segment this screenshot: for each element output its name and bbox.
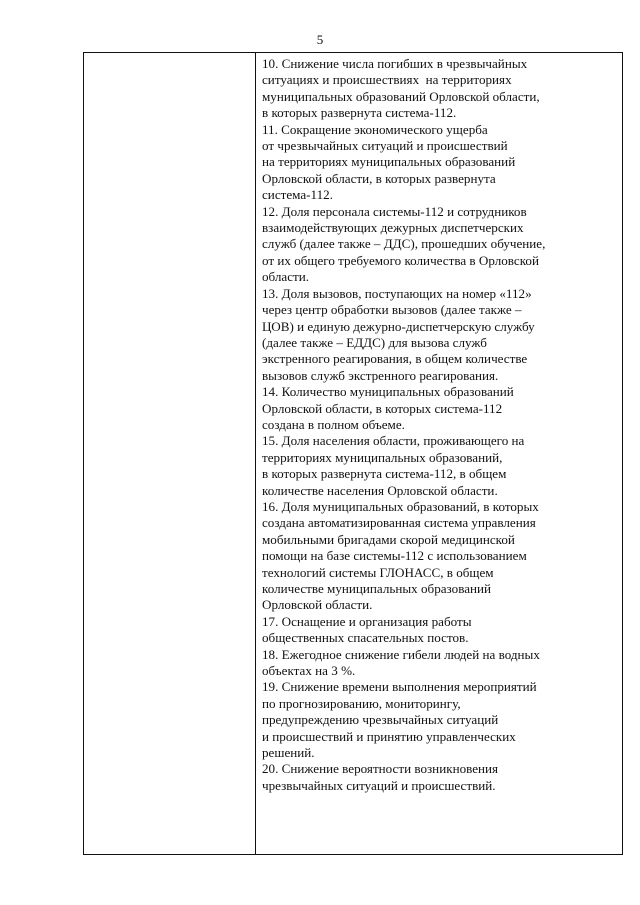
indicator-text-line: мобильными бригадами скорой медицинской [262, 531, 515, 547]
indicator-text-line: взаимодействующих дежурных диспетчерских [262, 220, 524, 236]
indicator-text-line: на территориях муниципальных образований [262, 154, 516, 170]
indicator-text-line: 20. Снижение вероятности возникновения [262, 761, 499, 777]
indicator-text-line: Орловской области, в которых развернута [262, 170, 496, 186]
indicator-text-line: создана в полном объеме. [262, 416, 405, 432]
indicator-text-line: в которых развернута система-112. [262, 105, 457, 121]
indicator-text-line: количестве населения Орловской области. [262, 482, 498, 498]
indicator-item [262, 204, 620, 286]
indicator-text-line: по прогнозированию, мониторингу, [262, 695, 461, 711]
indicator-text-line: чрезвычайных ситуаций и происшествий. [262, 777, 496, 793]
indicator-text-line: области. [262, 269, 310, 285]
indicator-text-line: 16. Доля муниципальных образований, в которых [262, 498, 539, 514]
indicator-text-line: от их общего требуемого количества в Орловской [262, 252, 539, 268]
indicator-item [262, 679, 620, 761]
indicator-text-line: от чрезвычайных ситуаций и происшествий [262, 138, 508, 154]
empty-left-column [84, 53, 255, 854]
indicator-text-line: общественных спасательных постов. [262, 630, 469, 646]
indicator-text-line: и происшествий и принятию управленческих [262, 728, 516, 744]
indicator-text-line: технологий системы ГЛОНАСС, в общем [262, 564, 494, 580]
indicator-text-line: в которых развернута система-112, в общем [262, 466, 507, 482]
indicator-text-line: 18. Ежегодное снижение гибели людей на водных [262, 646, 540, 662]
indicator-item [262, 647, 620, 680]
indicator-text-line: служб (далее также – ДДС), прошедших обучение, [262, 236, 546, 252]
indicators-list [262, 56, 620, 794]
page-number: 5 [316, 32, 324, 47]
indicator-text-line: 19. Снижение времени выполнения мероприятий [262, 679, 537, 695]
indicator-item [262, 286, 620, 384]
indicator-text-line: количестве муниципальных образований [262, 581, 492, 596]
indicator-text-line: 13. Доля вызовов, поступающих на номер «112» [262, 285, 532, 301]
indicator-text-line: 15. Доля населения области, проживающего на [262, 433, 525, 449]
indicator-text-line: 17. Оснащение и организация работы [262, 613, 472, 629]
indicator-text-line: 12. Доля персонала системы-112 и сотрудников [262, 203, 527, 219]
indicator-text-line: через центр обработки вызовов (далее также – [262, 302, 522, 318]
indicator-text-line: 11. Сокращение экономического ущерба [262, 121, 488, 137]
indicator-text-line: (далее также – ЕДДС) для вызова служб [262, 334, 487, 350]
column-divider [255, 53, 256, 854]
indicator-text-line: Орловской области, в которых система-112 [262, 400, 503, 416]
indicator-text-line: вызовов служб экстренного реагирования. [262, 367, 499, 383]
indicator-text-line: предупреждению чрезвычайных ситуаций [262, 712, 499, 728]
indicator-text-line: система-112. [262, 187, 333, 203]
indicator-text-line: экстренного реагирования, в общем количестве [262, 351, 528, 367]
indicator-text-line: объектах на 3 %. [262, 663, 356, 679]
indicator-item [262, 384, 620, 433]
indicator-item [262, 433, 620, 499]
indicator-item [262, 499, 620, 614]
indicator-text-line: создана автоматизированная система управления [262, 515, 536, 531]
indicators-table [83, 52, 623, 855]
indicator-text-line: 10. Снижение числа погибших в чрезвычайных [262, 56, 528, 71]
indicator-item [262, 614, 620, 647]
indicator-text-line: ЦОВ) и единую дежурно-диспетчерскую службу [262, 318, 535, 334]
indicator-item [262, 761, 620, 794]
indicator-text-line: Орловской области. [262, 597, 373, 613]
indicator-text-line: муниципальных образований Орловской области, [262, 88, 540, 104]
indicator-item [262, 122, 620, 204]
indicator-text-line: территориях муниципальных образований, [262, 449, 503, 465]
indicator-text-line: решений. [262, 745, 315, 761]
indicator-text-line: 14. Количество муниципальных образований [262, 384, 514, 400]
indicator-text-line: помощи на базе системы-112 с использованием [262, 548, 527, 564]
indicator-item [262, 56, 620, 122]
indicator-text-line: ситуациях и происшествиях на территориях [262, 72, 512, 88]
